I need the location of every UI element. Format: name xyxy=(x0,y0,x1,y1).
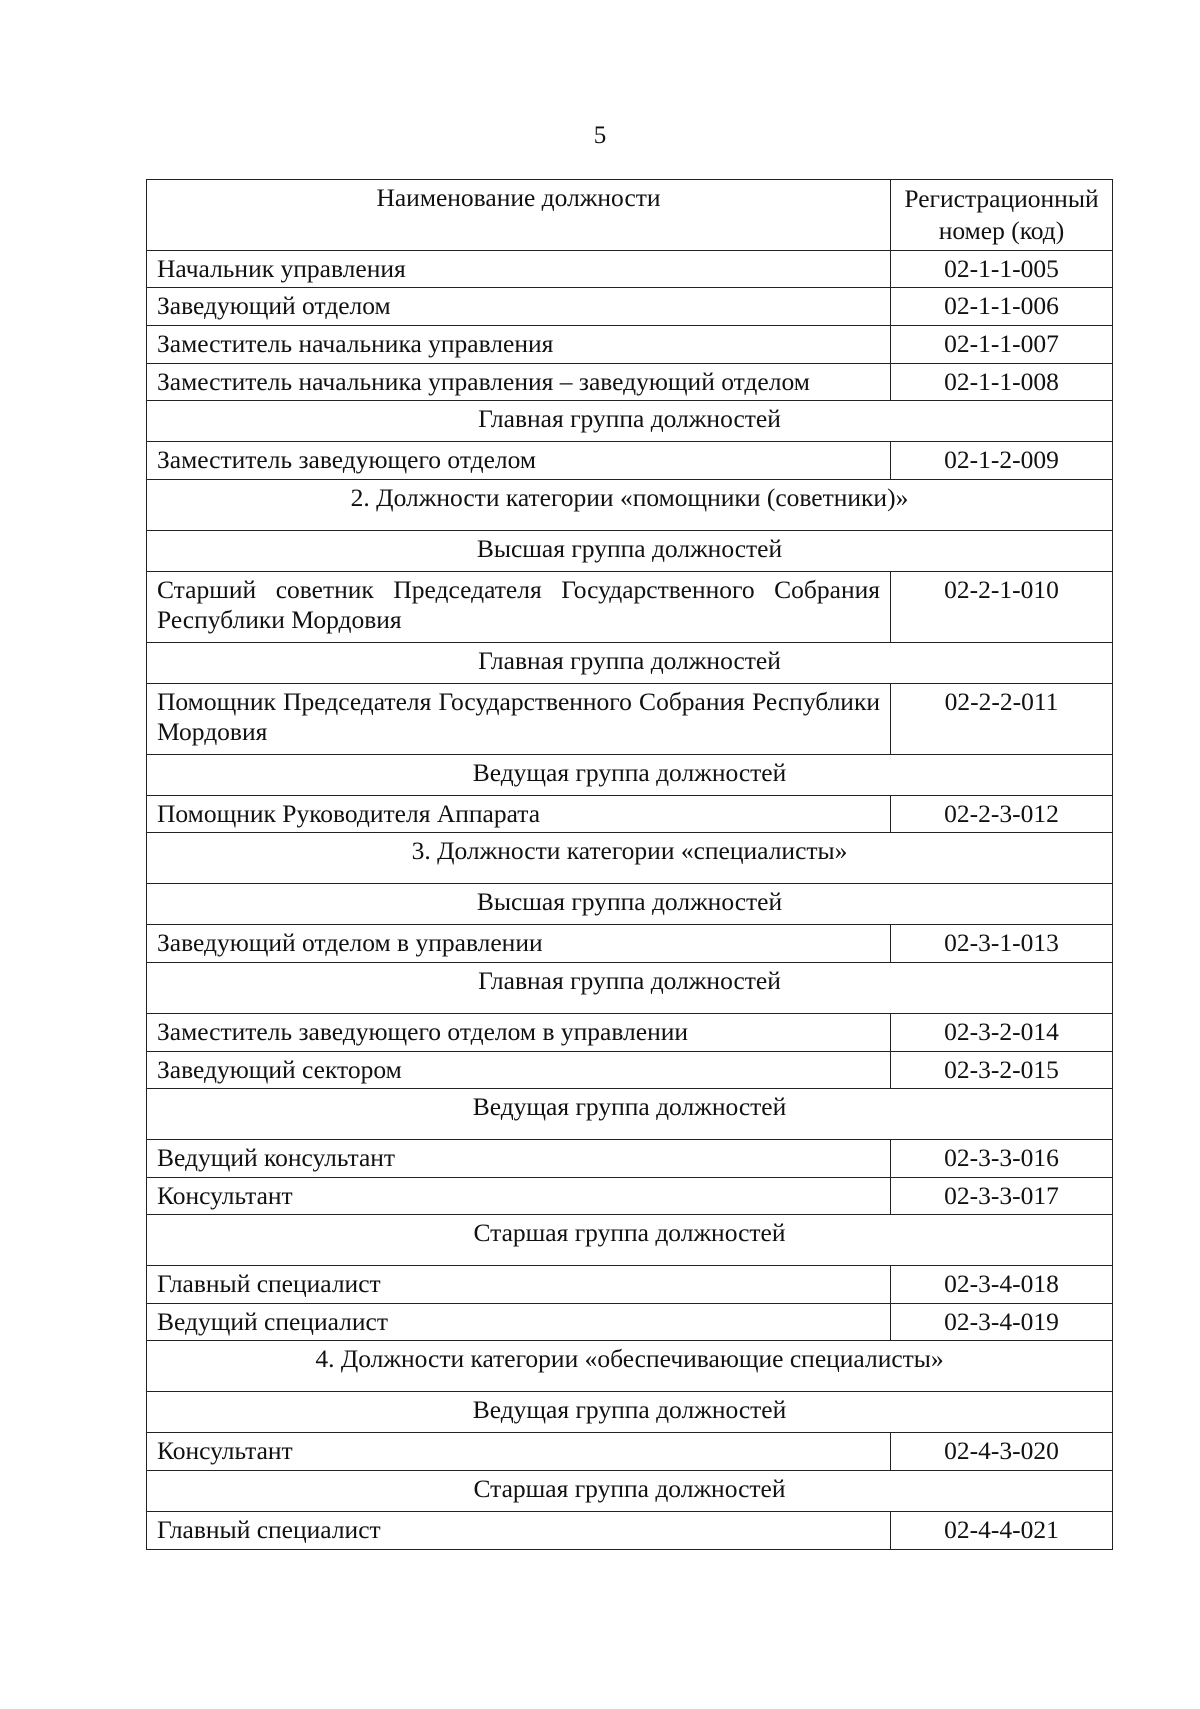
position-name-cell: Заведующий отделом в управлении xyxy=(147,925,891,963)
table-body xyxy=(147,250,1113,1549)
position-name-cell: Заместитель заведующего отделом xyxy=(147,442,891,480)
category-heading-row xyxy=(147,1341,1113,1392)
table-row xyxy=(147,442,1113,480)
group-heading-row xyxy=(147,401,1113,442)
column-header-code: Регистрационный номер (код) xyxy=(891,180,1113,251)
group-heading-row xyxy=(147,754,1113,795)
table-row xyxy=(147,1433,1113,1471)
group-heading-row xyxy=(147,530,1113,571)
positions-table xyxy=(146,179,1113,1550)
position-name-cell: Заведующий сектором xyxy=(147,1051,891,1089)
page-number: 5 xyxy=(593,122,607,149)
table-header-row xyxy=(147,180,1113,251)
registration-code-cell: 02-3-3-016 xyxy=(891,1140,1113,1178)
group-heading-row xyxy=(147,1392,1113,1433)
position-name-cell: Главный специалист xyxy=(147,1512,891,1550)
group-heading: Старшая группа должностей xyxy=(147,1471,1113,1512)
category-heading-row xyxy=(147,1215,1113,1266)
registration-code-cell: 02-4-3-020 xyxy=(891,1433,1113,1471)
table-row xyxy=(147,250,1113,288)
registration-code-cell: 02-3-3-017 xyxy=(891,1177,1113,1215)
table-row xyxy=(147,363,1113,401)
registration-code-cell: 02-1-1-008 xyxy=(891,363,1113,401)
position-name-cell: Заведующий отделом xyxy=(147,288,891,326)
position-name-cell: Ведущий консультант xyxy=(147,1140,891,1178)
registration-code-cell: 02-2-1-010 xyxy=(891,571,1113,642)
position-name-cell: Консультант xyxy=(147,1433,891,1471)
registration-code-cell: 02-3-2-014 xyxy=(891,1013,1113,1051)
table-row xyxy=(147,571,1113,642)
registration-code-cell: 02-2-2-011 xyxy=(891,683,1113,754)
position-name-cell: Помощник Руководителя Аппарата xyxy=(147,795,891,833)
table-row xyxy=(147,1512,1113,1550)
group-heading: Главная группа должностей xyxy=(147,642,1113,683)
registration-code-cell: 02-1-1-006 xyxy=(891,288,1113,326)
table-row xyxy=(147,1177,1113,1215)
category-heading-row xyxy=(147,962,1113,1013)
position-name-cell: Заместитель начальника управления xyxy=(147,325,891,363)
category-heading-row xyxy=(147,1089,1113,1140)
table-row xyxy=(147,325,1113,363)
group-heading: Высшая группа должностей xyxy=(147,884,1113,925)
group-heading: Ведущая группа должностей xyxy=(147,754,1113,795)
position-name-cell: Помощник Председателя Государственного Собрания Республики Мордовия xyxy=(147,683,891,754)
registration-code-cell: 02-2-3-012 xyxy=(891,795,1113,833)
category-heading-row xyxy=(147,833,1113,884)
position-name-cell: Заместитель начальника управления – заведующий отделом xyxy=(147,363,891,401)
category-heading: 3. Должности категории «специалисты» xyxy=(147,833,1113,884)
table-row xyxy=(147,1266,1113,1304)
registration-code-cell: 02-1-2-009 xyxy=(891,442,1113,480)
position-name-cell: Ведущий специалист xyxy=(147,1303,891,1341)
registration-code-cell: 02-3-1-013 xyxy=(891,925,1113,963)
column-header-name: Наименование должности xyxy=(147,180,891,251)
group-heading: Главная группа должностей xyxy=(147,401,1113,442)
category-heading: Ведущая группа должностей xyxy=(147,1089,1113,1140)
position-name-cell: Заместитель заведующего отделом в управлении xyxy=(147,1013,891,1051)
group-heading-row xyxy=(147,884,1113,925)
table-row xyxy=(147,1303,1113,1341)
group-heading-row xyxy=(147,642,1113,683)
category-heading: 2. Должности категории «помощники (советники)» xyxy=(147,479,1113,530)
registration-code-cell: 02-3-4-018 xyxy=(891,1266,1113,1304)
table-row xyxy=(147,1013,1113,1051)
registration-code-cell: 02-1-1-005 xyxy=(891,250,1113,288)
group-heading-row xyxy=(147,1471,1113,1512)
position-name-cell: Старший советник Председателя Государственного Собрания Республики Мордовия xyxy=(147,571,891,642)
group-heading: Ведущая группа должностей xyxy=(147,1392,1113,1433)
table-row xyxy=(147,1051,1113,1089)
position-name-cell: Консультант xyxy=(147,1177,891,1215)
registration-code-cell: 02-3-4-019 xyxy=(891,1303,1113,1341)
registration-code-cell: 02-1-1-007 xyxy=(891,325,1113,363)
registration-code-cell: 02-4-4-021 xyxy=(891,1512,1113,1550)
category-heading: Старшая группа должностей xyxy=(147,1215,1113,1266)
table-row xyxy=(147,683,1113,754)
category-heading: 4. Должности категории «обеспечивающие специалисты» xyxy=(147,1341,1113,1392)
table-row xyxy=(147,1140,1113,1178)
table-row xyxy=(147,795,1113,833)
registration-code-cell: 02-3-2-015 xyxy=(891,1051,1113,1089)
table-row xyxy=(147,288,1113,326)
group-heading: Высшая группа должностей xyxy=(147,530,1113,571)
category-heading: Главная группа должностей xyxy=(147,962,1113,1013)
table-row xyxy=(147,925,1113,963)
position-name-cell: Начальник управления xyxy=(147,250,891,288)
position-name-cell: Главный специалист xyxy=(147,1266,891,1304)
category-heading-row xyxy=(147,479,1113,530)
